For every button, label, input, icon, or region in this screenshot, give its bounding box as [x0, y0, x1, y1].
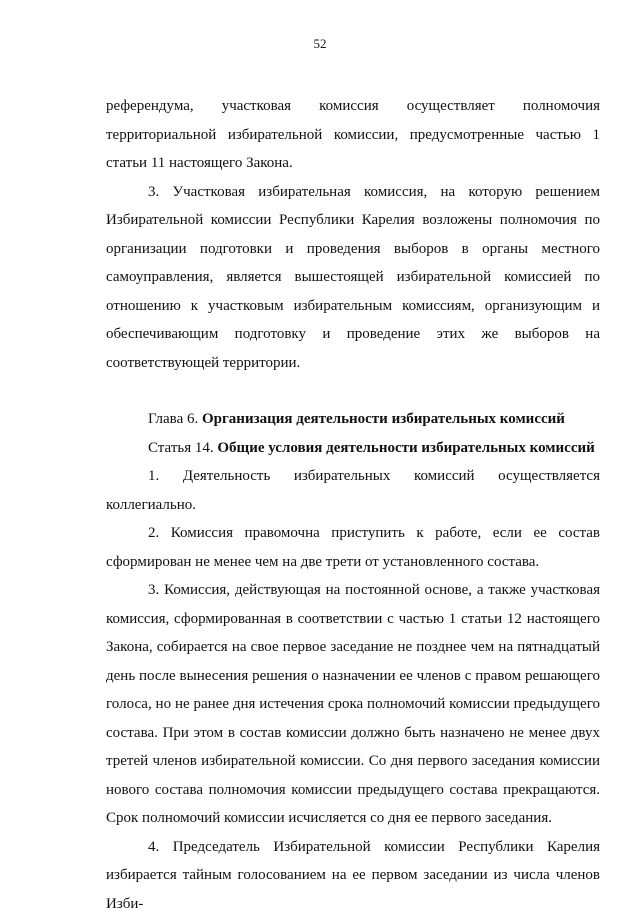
article-paragraph-4: 4. Председатель Избирательной комиссии Республики Карелия избирается тайным голосованием на ее первом заседании из числа членов Изби-: [106, 833, 600, 918]
document-body: [106, 92, 600, 918]
paragraph-item-3: 3. Участковая избирательная комиссия, на которую решением Избирательной комиссии Республики Карелия возложены полномочия по организации подготовки и проведения выборов в органы местного самоуправления, является вышестоящей избирательной комиссией по отношению к участковым избирательным комиссиям, организующим и обеспечивающим подготовку и проведение этих же выборов на соответствующей территории.: [106, 178, 600, 378]
article-prefix: Статья 14.: [148, 440, 217, 456]
paragraph-continuation: референдума, участковая комиссия осуществляет полномочия территориальной избирательной комиссии, предусмотренные частью 1 статьи 11 настоящего Закона.: [106, 92, 600, 178]
chapter-prefix: Глава 6.: [148, 411, 202, 427]
article-title: Общие условия деятельности избирательных комиссий: [217, 440, 594, 456]
section-gap: [106, 377, 600, 405]
article-heading: [106, 434, 600, 463]
article-paragraph-1: 1. Деятельность избирательных комиссий осуществляется коллегиально.: [106, 462, 600, 519]
chapter-title: Организация деятельности избирательных комиссий: [202, 411, 565, 427]
chapter-heading: [106, 405, 600, 434]
article-paragraph-2: 2. Комиссия правомочна приступить к работе, если ее состав сформирован не менее чем на две трети от установленного состава.: [106, 519, 600, 576]
page-number: 52: [0, 36, 640, 52]
article-paragraph-3: 3. Комиссия, действующая на постоянной основе, а также участковая комиссия, сформированная в соответствии с частью 1 статьи 12 настоящего Закона, собирается на свое первое заседание не позднее чем на пятнадцатый день после вынесения решения о назначении ее членов с правом решающего голоса, но не ранее дня истечения срока полномочий комиссии предыдущего состава. При этом в состав комиссии должно быть назначено не менее двух третей членов избирательной комиссии. Со дня первого заседания комиссии нового состава полномочия комиссии предыдущего состава прекращаются. Срок полномочий комиссии исчисляется со дня ее первого заседания.: [106, 576, 600, 833]
